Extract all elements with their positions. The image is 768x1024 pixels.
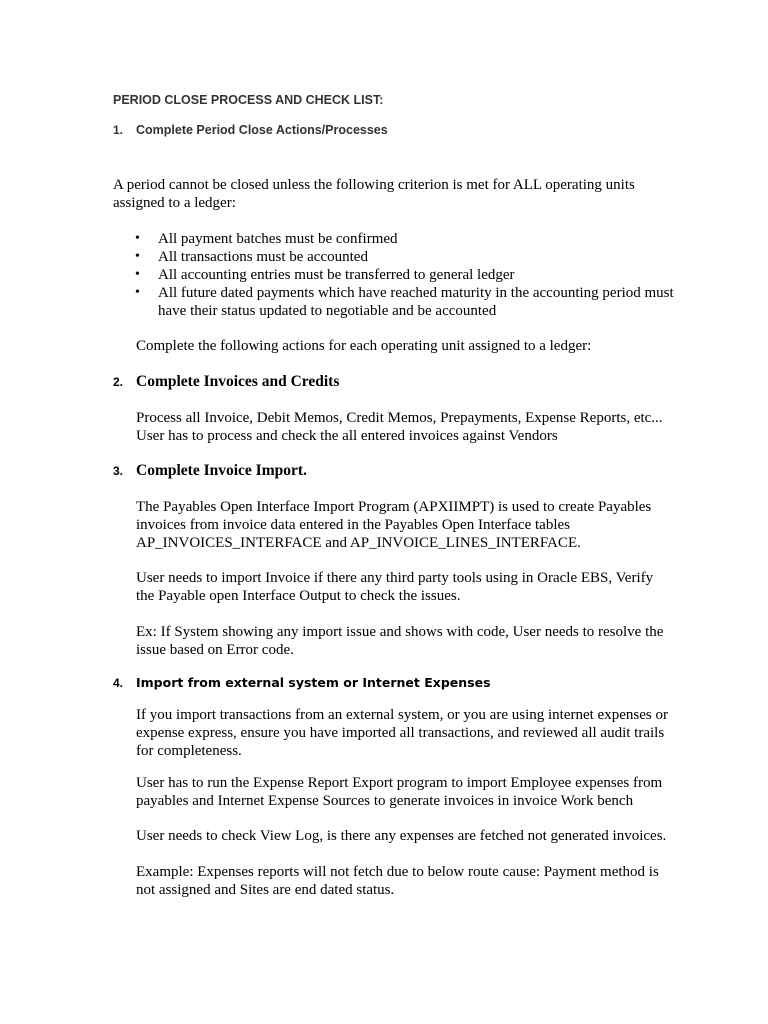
section-4-paragraph-2 [136, 774, 662, 810]
section-1-actions-paragraph: Complete the following actions for each operating unit assigned to a ledger: [136, 338, 592, 354]
text-line: payables and Internet Expense Sources to generate invoices in invoice Work bench [136, 793, 634, 809]
section-4-paragraph-4 [136, 863, 659, 899]
text-line: for completeness. [136, 743, 242, 759]
section-3-number: 3. [113, 464, 124, 478]
text-line: assigned to a ledger: [113, 195, 236, 211]
text-line: AP_INVOICES_INTERFACE and AP_INVOICE_LINES_INTERFACE. [136, 535, 581, 551]
bullet-item [135, 230, 674, 248]
text-line: invoices from invoice data entered in the Payables Open Interface tables [136, 517, 570, 533]
section-1-number: 1. [113, 123, 124, 137]
text-line: Ex: If System showing any import issue and shows with code, User needs to resolve the [136, 624, 664, 640]
section-2-title: Complete Invoices and Credits [136, 373, 340, 390]
criteria-bullet-list [135, 230, 674, 320]
document-title: PERIOD CLOSE PROCESS AND CHECK LIST: [113, 93, 384, 107]
text-line: • All payment batches must be confirmed [158, 231, 398, 247]
section-3-paragraph-1 [136, 498, 651, 552]
text-line: Process all Invoice, Debit Memos, Credit Memos, Prepayments, Expense Reports, etc... [136, 410, 663, 426]
section-1-title: Complete Period Close Actions/Processes [136, 123, 388, 137]
text-line: User needs to check View Log, is there any expenses are fetched not generated invoices. [136, 828, 667, 844]
section-2-number: 2. [113, 375, 124, 389]
text-line: • All future dated payments which have reached maturity in the accounting period must [158, 285, 674, 301]
text-line: User needs to import Invoice if there any third party tools using in Oracle EBS, Verify [136, 570, 654, 586]
section-3-paragraph-2 [136, 569, 653, 605]
section-4-paragraph-1 [136, 706, 668, 760]
bullet-item [135, 248, 674, 266]
text-line: Example: Expenses reports will not fetch due to below route cause: Payment method is [136, 864, 659, 880]
text-line: have their status updated to negotiable and be accounted [158, 303, 497, 319]
bullet-item [135, 266, 674, 284]
section-4-paragraph-3 [136, 827, 666, 845]
section-1-intro-paragraph [113, 176, 635, 212]
text-line: The Payables Open Interface Import Program (APXIIMPT) is used to create Payables [136, 499, 652, 515]
text-line: expense express, ensure you have imported all transactions, and reviewed all audit trails [136, 725, 665, 741]
section-2-paragraph [136, 409, 663, 445]
text-line: A period cannot be closed unless the following criterion is met for ALL operating units [113, 177, 635, 193]
text-line: User has to run the Expense Report Export program to import Employee expenses from [136, 775, 663, 791]
text-line: not assigned and Sites are end dated status. [136, 882, 395, 898]
text-line: • All transactions must be accounted [158, 249, 368, 265]
text-line: issue based on Error code. [136, 642, 294, 658]
bullet-item [135, 284, 674, 320]
text-line: the Payable open Interface Output to check the issues. [136, 588, 461, 604]
section-4-title: Import from external system or Internet Expenses [136, 675, 491, 690]
text-line: • All accounting entries must be transferred to general ledger [158, 267, 515, 283]
section-3-title: Complete Invoice Import. [136, 462, 307, 479]
section-3-paragraph-3 [136, 623, 663, 659]
section-4-number: 4. [113, 676, 124, 690]
text-line: User has to process and check the all entered invoices against Vendors [136, 428, 558, 444]
text-line: If you import transactions from an external system, or you are using internet expenses or [136, 707, 668, 723]
